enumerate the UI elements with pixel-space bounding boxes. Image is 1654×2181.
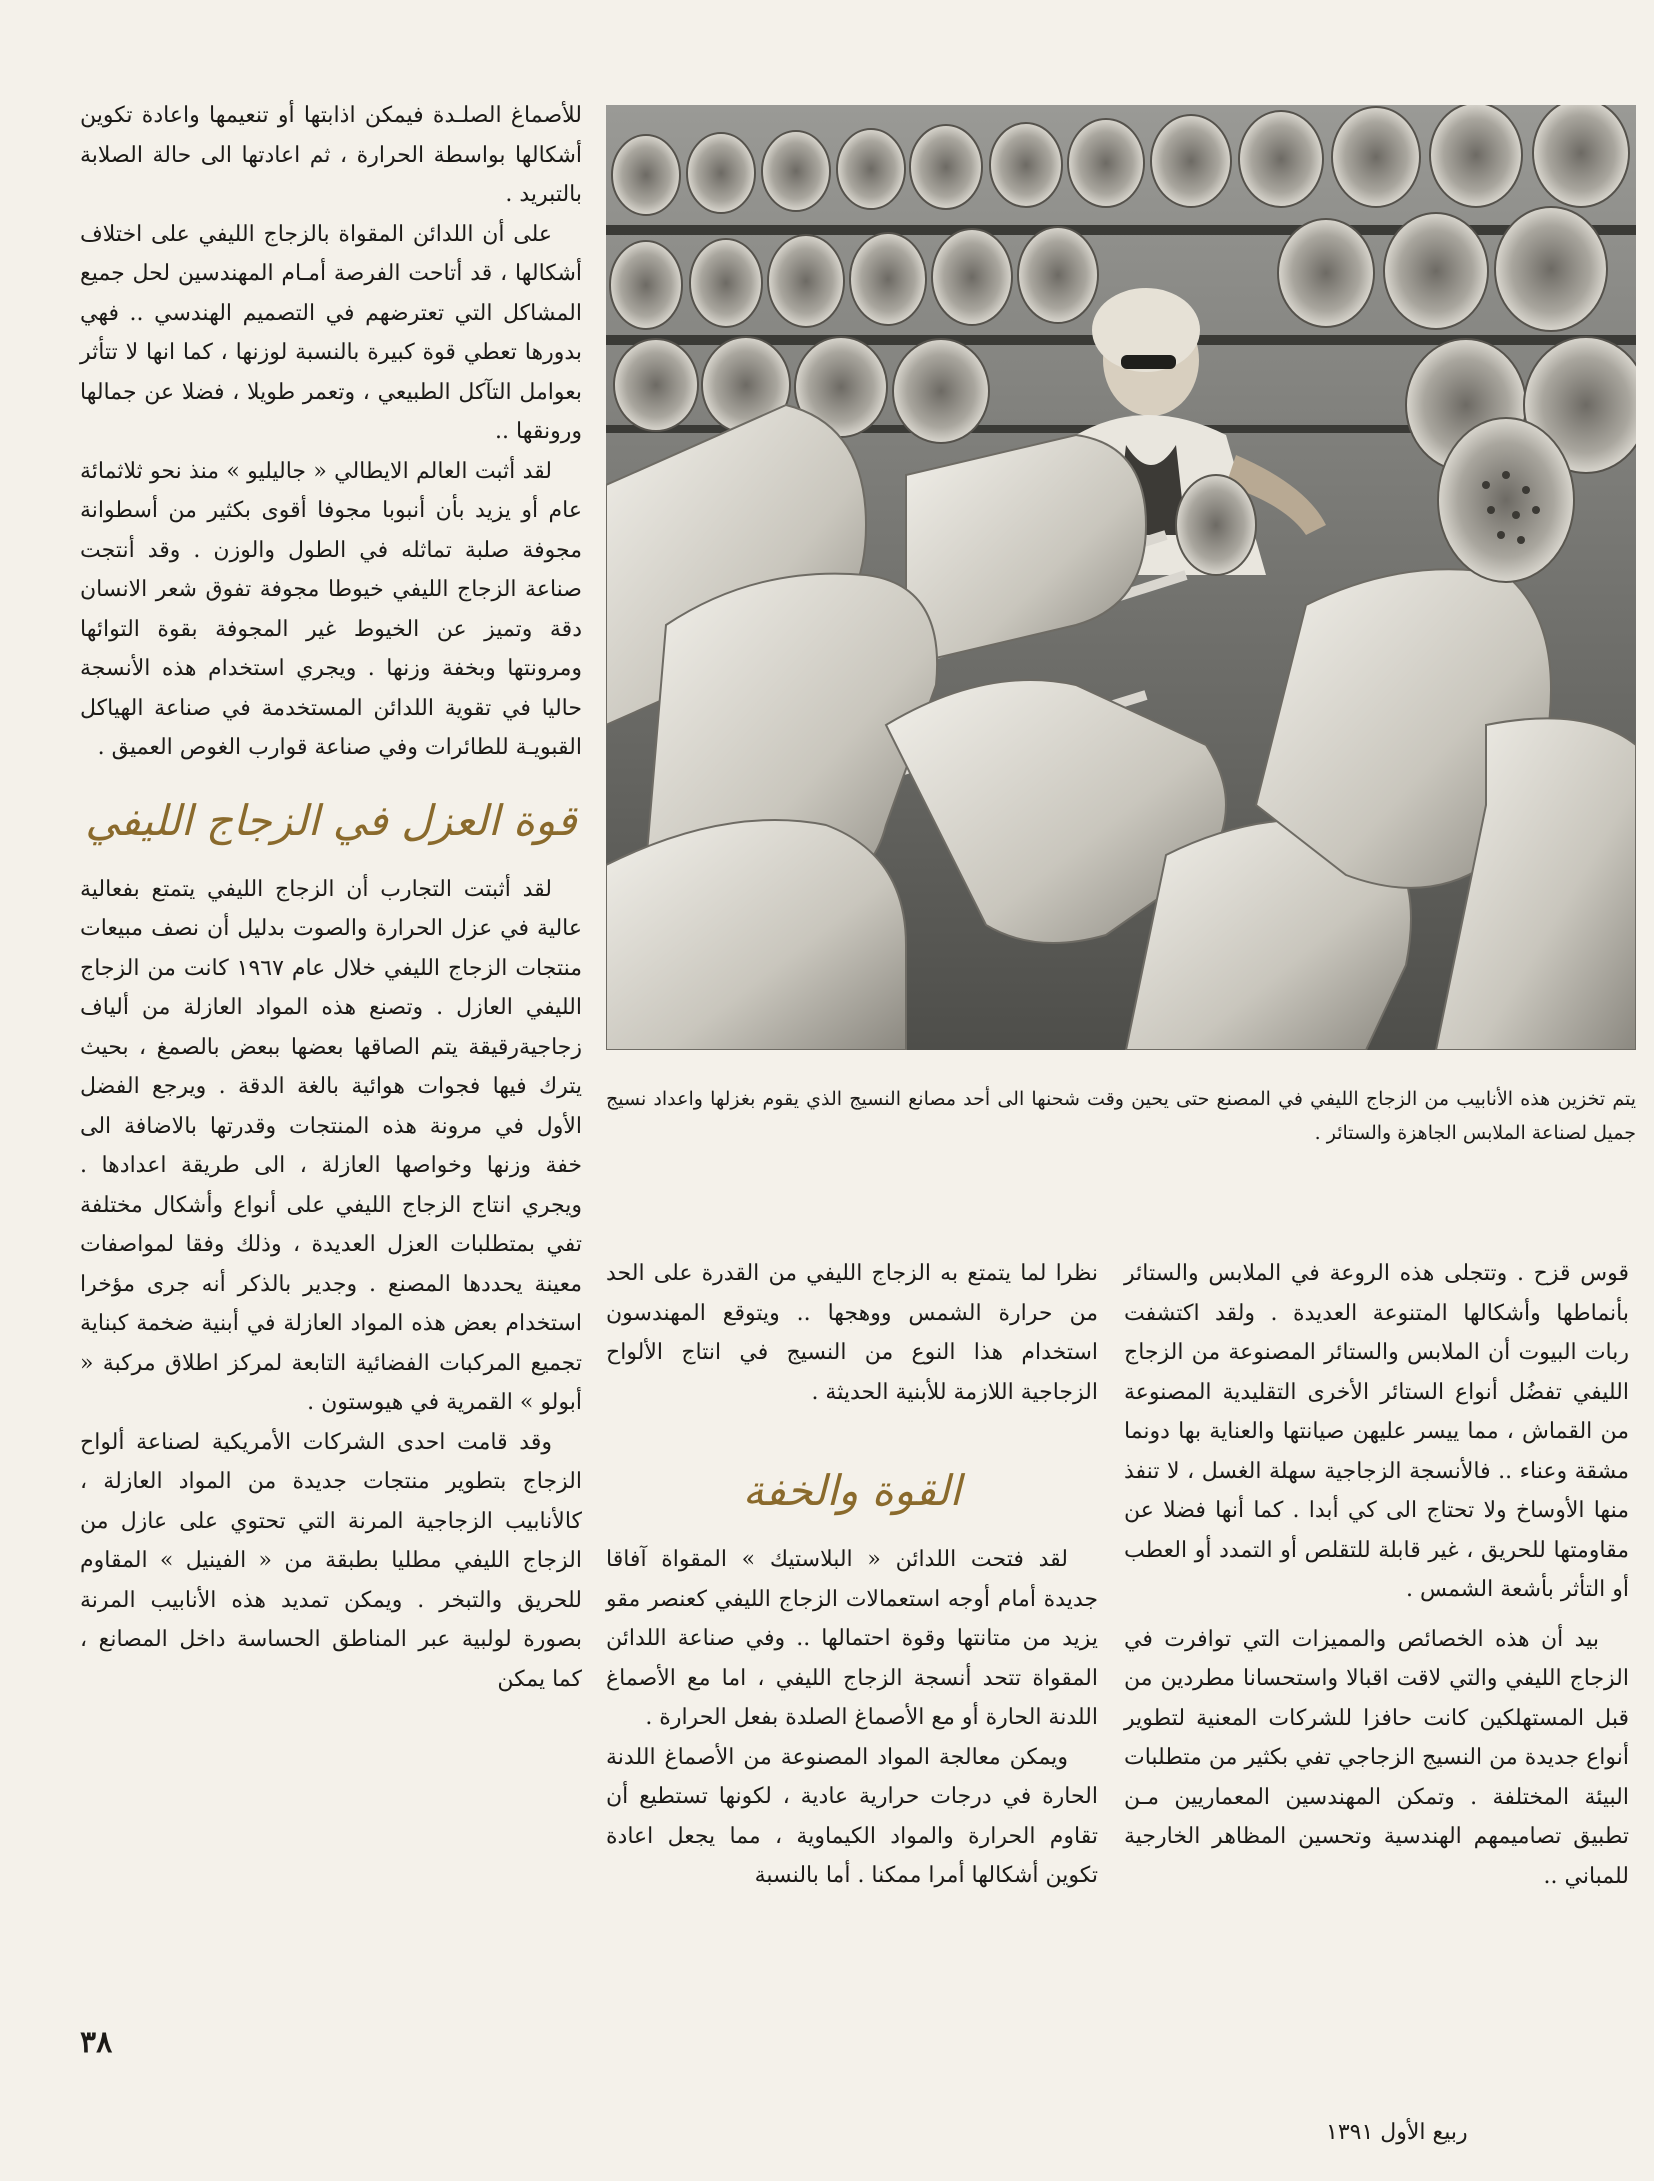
column-middle: [606, 1254, 1098, 1896]
paragraph: وقد قامت احدى الشركات الأمريكية لصناعة ألواح الزجاج بتطوير منتجات جديدة من المواد العازلة ، كالأنابيب الزجاجية المرنة التي تحتوي على عازل من الزجاج الليفي مطليا بطبقة من « الفينيل » المقاوم للحريق والتبخر . ويمكن تمديد هذه الأنابيب المرنة بصورة لولبية عبر المناطق الحساسة داخل المصانع ، كما يمكن: [80, 1429, 582, 1692]
paragraph: ويمكن معالجة المواد المصنوعة من الأصماغ اللدنة الحارة في درجات حرارية عادية ، لكونها تستطيع أن تقاوم الحرارة والمواد الكيماوية ، مما يجعل اعادة تكوين أشكالها أمرا ممكنا . أما بالنسبة: [606, 1744, 1098, 1888]
paragraph: لقد أثبتت التجارب أن الزجاج الليفي يتمتع بفعالية عالية في عزل الحرارة والصوت بدليل أن نصف مبيعات منتجات الزجاج الليفي خلال عام ١٩٦٧ كانت من الزجاج الليفي العازل . وتصنع هذه المواد العازلة من ألياف زجاجيةرقيقة يتم الصاقها بعضها ببعض بالصمغ ، بحيث يترك فيها فجوات هوائية بالغة الدقة . ويرجع الفضل الأول في مرونة هذه المنتجات وقدرتها بالاضافة الى خفة وزنها وخواصها العازلة ، الى طريقة اعدادها . ويجري انتاج الزجاج الليفي على أنواع وأشكال مختلفة تفي بمتطلبات العزل العديدة ، وذلك وفقا لمواصفات معينة يحددها المصنع . وجدير بالذكر أنه جرى مؤخرا استخدام بعض هذه المواد العازلة في أبنية ضخمة كبناية تجميع المركبات الفضائية التابعة لمركز اطلاق مركبة « أبولو » القمرية في هيوستون .: [80, 876, 583, 1415]
paragraph: قوس قزح . وتتجلى هذه الروعة في الملابس والستائر بأنماطها وأشكالها المتنوعة العديدة . ولقد اكتشفت ربات البيوت أن الملابس والستائر المصنوعة من الزجاج الليفي تفضُل أنواع الستائر الأخرى التقليدية المصنوعة من القماش ، مما ييسر عليهن صيانتها والعناية بها دونما مشقة وعناء .. فالأنسجة الزجاجية سهلة الغسل ، لا تنفذ منها الأوساخ ولا تحتاج الى كي أبدا . كما أنها فضلا عن مقاومتها للحريق ، غير قابلة للتقلص أو التمدد أو العطب أو التأثر بأشعة الشمس .: [1124, 1261, 1629, 1602]
section-heading-insulation: قوة العزل في الزجاج الليفي: [85, 795, 577, 845]
issue-date: ربيع الأول ١٣٩١: [1326, 2120, 1468, 2145]
section-heading-strength: القوة والخفة: [742, 1466, 962, 1515]
page-number: ٣٨: [80, 2025, 113, 2060]
paragraph: نظرا لما يتمتع به الزجاج الليفي من القدرة على الحد من حرارة الشمس ووهجها .. ويتوقع المهندسون استخدام هذا النوع من النسيج في انتاج الألواح الزجاجية اللازمة للأبنية الحديثة .: [606, 1261, 1098, 1405]
factory-fiberglass-spools-photo: [606, 105, 1636, 1050]
article-photo: [606, 105, 1636, 1050]
photo-caption: يتم تخزين هذه الأنابيب من الزجاج الليفي في المصنع حتى يحين وقت شحنها الى أحد مصانع النسيج الذي يقوم بغزلها واعداد نسيج جميل لصناعة الملابس الجاهزة والستائر .: [606, 1088, 1636, 1144]
paragraph: لقد أثبت العالم الايطالي « جاليليو » منذ نحو ثلاثمائة عام أو يزيد بأن أنبوبا مجوفا أقوى بكثير من أسطوانة مجوفة صلبة تماثله في الطول والوزن . وقد أنتجت صناعة الزجاج الليفي خيوطا مجوفة تفوق شعر الانسان دقة وتميز عن الخيوط غير المجوفة بقوة التوائها ومرونتها وبخفة وزنها . ويجري استخدام هذه الأنسجة حاليا في تقوية اللدائن المستخدمة في صناعة الهياكل القبويـة للطائرات وفي صناعة قوارب الغوص العميق .: [80, 458, 582, 760]
paragraph: للأصماغ الصلـدة فيمكن اذابتها أو تنعيمها واعادة تكوين أشكالها بواسطة الحرارة ، ثم اعادتها الى حالة الصلابة بالتبريد .: [80, 103, 582, 207]
paragraph: بيد أن هذه الخصائص والمميزات التي توافرت في الزجاج الليفي والتي لاقت اقبالا واستحسانا مطردين من قبل المستهلكين كانت حافزا للشركات المعنية لتطوير أنواع جديدة من النسيج الزجاجي تفي بكثير من متطلبات البيئة المختلفة . وتمكن المهندسين المعماريين مـن تطبيق تصاميمهم الهندسية وتحسين المظاهر الخارجية للمباني ..: [1124, 1626, 1629, 1889]
column-left: [80, 96, 582, 1699]
paragraph: على أن اللدائن المقواة بالزجاج الليفي على اختلاف أشكالها ، قد أتاحت الفرصة أمـام المهندسين لحل جميع المشاكل التي تعترضهم في التصميم الهندسي .. فهي بدورها تعطي قوة كبيرة بالنسبة لوزنها ، كما انها لا تتأثر بعوامل التآكل الطبيعي ، وتعمر طويلا ، فضلا عن جمالها ورونقها ..: [80, 221, 582, 444]
column-right: [1124, 1254, 1629, 1896]
paragraph: لقد فتحت اللدائن « البلاستيك » المقواة آفاقا جديدة أمام أوجه استعمالات الزجاج الليفي كعنصر مقو يزيد من متانتها وقوة احتمالها .. وفي صناعة اللدائن المقواة تتحد أنسجة الزجاج الليفي ، اما مع الأصماغ اللدنة الحارة أو مع الأصماغ الصلدة بفعل الحرارة .: [606, 1547, 1098, 1730]
